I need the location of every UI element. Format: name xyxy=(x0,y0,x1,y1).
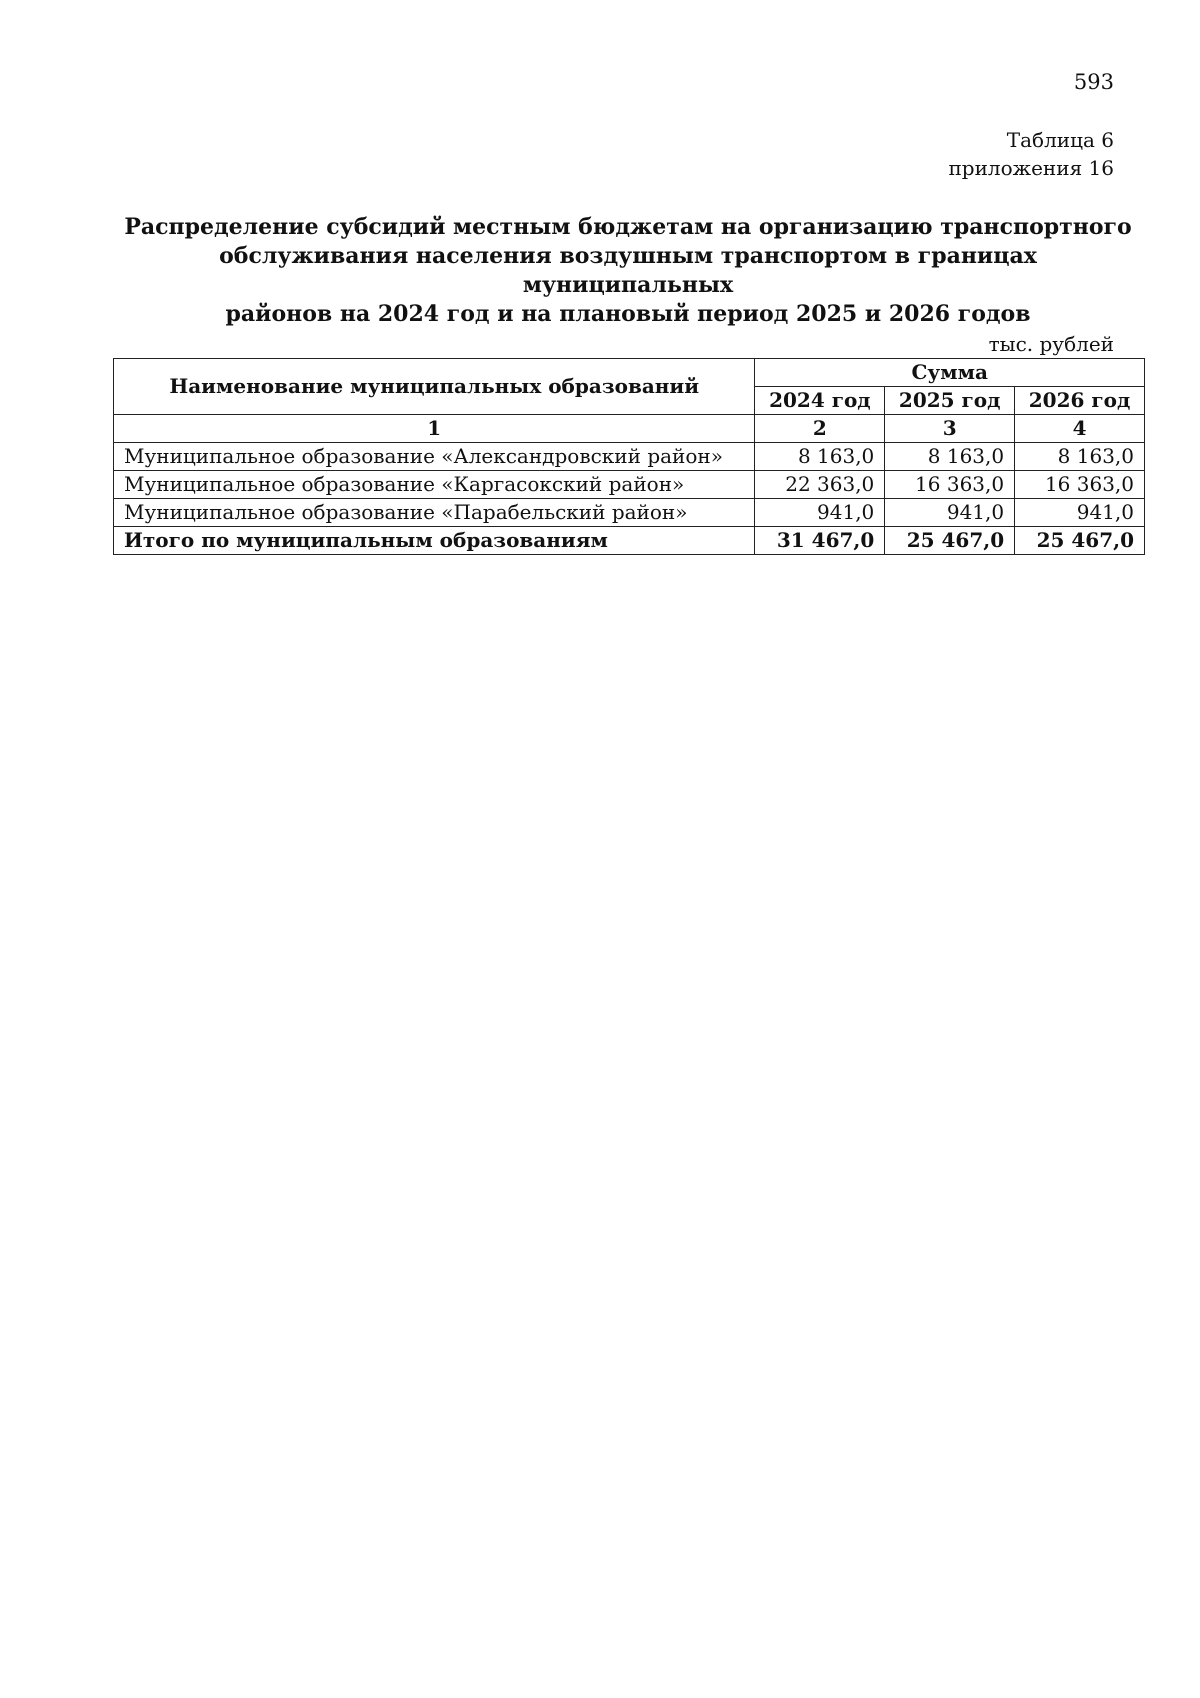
column-index: 4 xyxy=(1015,415,1145,443)
table-row xyxy=(114,443,1145,471)
row-name: Муниципальное образование «Каргасокский район» xyxy=(114,471,755,499)
column-index: 3 xyxy=(885,415,1015,443)
title-line1: Распределение субсидий местным бюджетам на организацию транспортного xyxy=(124,214,1132,240)
title-line3: районов на 2024 год и на плановый период 2025 и 2026 годов xyxy=(225,301,1031,327)
header-sum: Сумма xyxy=(755,359,1145,387)
row-name: Муниципальное образование «Парабельский район» xyxy=(114,499,755,527)
subsidy-table xyxy=(113,358,1145,555)
row-value-2024: 22 363,0 xyxy=(755,471,885,499)
table-row xyxy=(114,499,1145,527)
row-value-2025: 16 363,0 xyxy=(885,471,1015,499)
row-name: Муниципальное образование «Александровский район» xyxy=(114,443,755,471)
total-name: Итого по муниципальным образованиям xyxy=(114,527,755,555)
row-value-2026: 8 163,0 xyxy=(1015,443,1145,471)
row-value-2026: 941,0 xyxy=(1015,499,1145,527)
table-reference-line2: приложения 16 xyxy=(948,156,1114,180)
table-reference xyxy=(948,126,1114,182)
total-value-2024: 31 467,0 xyxy=(755,527,885,555)
title-line2: обслуживания населения воздушным транспортом в границах муниципальных xyxy=(219,243,1037,298)
header-year-2026: 2026 год xyxy=(1015,387,1145,415)
row-value-2024: 941,0 xyxy=(755,499,885,527)
total-row xyxy=(114,527,1145,555)
column-index: 1 xyxy=(114,415,755,443)
header-year-2024: 2024 год xyxy=(755,387,885,415)
document-title xyxy=(113,213,1143,329)
table-row xyxy=(114,471,1145,499)
page-number: 593 xyxy=(1073,70,1114,94)
header-year-2025: 2025 год xyxy=(885,387,1015,415)
header-name: Наименование муниципальных образований xyxy=(114,359,755,415)
header-row xyxy=(114,359,1145,387)
column-index-row xyxy=(114,415,1145,443)
units-label: тыс. рублей xyxy=(988,332,1114,356)
table-reference-line1: Таблица 6 xyxy=(1006,128,1114,152)
row-value-2024: 8 163,0 xyxy=(755,443,885,471)
row-value-2025: 8 163,0 xyxy=(885,443,1015,471)
row-value-2026: 16 363,0 xyxy=(1015,471,1145,499)
total-value-2026: 25 467,0 xyxy=(1015,527,1145,555)
row-value-2025: 941,0 xyxy=(885,499,1015,527)
column-index: 2 xyxy=(755,415,885,443)
total-value-2025: 25 467,0 xyxy=(885,527,1015,555)
